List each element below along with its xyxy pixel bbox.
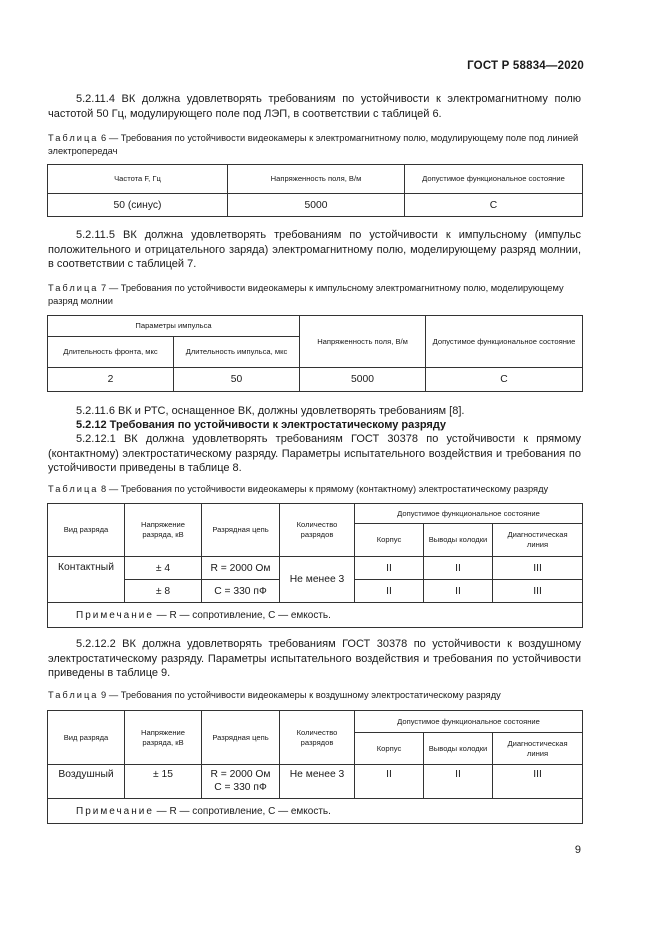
- table9-group-header: Допустимое функциональное состояние: [355, 711, 583, 733]
- table6-header-state: Допустимое функциональное состояние: [405, 165, 583, 194]
- table9-cell-voltage: ± 15: [125, 765, 202, 799]
- table8-header-body: Корпус: [355, 524, 424, 557]
- table8-header-voltage: Напряжение разряда, кВ: [125, 504, 202, 557]
- table9-header-count: Количество разрядов: [280, 711, 355, 765]
- paragraph-5-2-12-2: 5.2.12.2 ВК должна удовлетворять требованиям ГОСТ 30378 по устойчивости к воздушному электростатическому разряду. Параметры испытательного воздействия и требования по устойчивости приведены в таблице 9.: [48, 638, 581, 679]
- table-6: [47, 164, 583, 217]
- table6-caption: Таблица 6 — Требования по устойчивости видеокамеры к электромагнитному полю, модулирующему поле под линией электропередач: [48, 133, 579, 156]
- table7-header-front: Длительность фронта, мкс: [48, 337, 174, 368]
- table8-cell-diagnostic: III: [493, 557, 583, 580]
- table6-header-frequency: Частота F, Гц: [48, 165, 228, 194]
- table8-header-circuit: Разрядная цепь: [202, 504, 280, 557]
- table7-header-state: Допустимое функциональное состояние: [426, 316, 583, 368]
- paragraph-5-2-11-6: 5.2.11.6 ВК и РТС, оснащенное ВК, должны удовлетворять требованиям [8].: [76, 405, 465, 417]
- table8-cell-type: Контактный: [48, 557, 125, 603]
- table8-note: Примечание — R — сопротивление, C — емкость.: [48, 603, 583, 628]
- table9-cell-terminals: II: [424, 765, 493, 799]
- table8-cell-terminals: II: [424, 580, 493, 603]
- paragraph-5-2-11-5: 5.2.11.5 ВК должна удовлетворять требованиям по устойчивости к импульсному (импульс положительного и отрицательного заряда) электромагнитному полю, моделирующему разряд молнии, в соответствии с таблицей 7.: [48, 229, 581, 270]
- table8-group-header: Допустимое функциональное состояние: [355, 504, 583, 524]
- table7-header-field: Напряженность поля, В/м: [300, 316, 426, 368]
- table8-cell-voltage: ± 8: [125, 580, 202, 603]
- table9-header-circuit: Разрядная цепь: [202, 711, 280, 765]
- table8-header-type: Вид разряда: [48, 504, 125, 557]
- table7-cell-duration: 50: [174, 368, 300, 392]
- document-header: ГОСТ Р 58834—2020: [467, 60, 584, 72]
- table9-cell-circuit-c: C = 330 пФ: [214, 782, 267, 793]
- table8-header-count: Количество разрядов: [280, 504, 355, 557]
- table9-cell-body: II: [355, 765, 424, 799]
- table9-header-voltage: Напряжение разряда, кВ: [125, 711, 202, 765]
- table9-cell-type: Воздушный: [48, 765, 125, 799]
- table9-cell-circuit: [202, 765, 280, 799]
- table-9: [47, 710, 583, 824]
- table7-cell-field: 5000: [300, 368, 426, 392]
- table6-cell-frequency: 50 (синус): [48, 194, 228, 217]
- table7-cell-front: 2: [48, 368, 174, 392]
- paragraph-5-2-12-1: 5.2.12.1 ВК должна удовлетворять требованиям ГОСТ 30378 по устойчивости к прямому (контактному) электростатическому разряду. Параметры испытательного воздействия и требования по устойчивости приведены в таблице 8.: [48, 433, 581, 474]
- table8-cell-body: II: [355, 557, 424, 580]
- table9-header-terminals: Выводы колодки: [424, 733, 493, 765]
- paragraph-5-2-11-4: 5.2.11.4 ВК должна удовлетворять требованиям по устойчивости к электромагнитному полю частотой 50 Гц, модулирующего поле под ЛЭП, в соответствии с таблицей 6.: [48, 93, 581, 120]
- table7-group-header: Параметры импульса: [48, 316, 300, 337]
- table8-header-diagnostic: Диагностическая линия: [493, 524, 583, 557]
- table7-cell-state: C: [426, 368, 583, 392]
- table9-header-body: Корпус: [355, 733, 424, 765]
- table8-cell-circuit: C = 330 пФ: [202, 580, 280, 603]
- table9-cell-diagnostic: III: [493, 765, 583, 799]
- heading-5-2-12: 5.2.12 Требования по устойчивости к электростатическому разряду: [76, 419, 447, 431]
- table8-cell-voltage: ± 4: [125, 557, 202, 580]
- table7-caption: Таблица 7 — Требования по устойчивости видеокамеры к импульсному электромагнитному полю, моделирующему разряд молнии: [48, 283, 564, 306]
- table9-cell-circuit-r: R = 2000 Ом: [210, 769, 271, 780]
- table9-cell-count: Не менее 3: [280, 765, 355, 799]
- table8-cell-body: II: [355, 580, 424, 603]
- table9-note: Примечание — R — сопротивление, C — емкость.: [48, 799, 583, 824]
- table8-cell-count: Не менее 3: [280, 557, 355, 603]
- table6-cell-field: 5000: [228, 194, 405, 217]
- table-7: [47, 315, 583, 392]
- table8-cell-terminals: II: [424, 557, 493, 580]
- table6-cell-state: C: [405, 194, 583, 217]
- table9-header-diagnostic: Диагностическая линия: [493, 733, 583, 765]
- table-8: [47, 503, 583, 628]
- table7-header-duration: Длительность импульса, мкс: [174, 337, 300, 368]
- table9-header-type: Вид разряда: [48, 711, 125, 765]
- table8-caption: Таблица 8 — Требования по устойчивости видеокамеры к прямому (контактному) электростатическому разряду: [48, 484, 549, 494]
- table8-cell-circuit: R = 2000 Ом: [202, 557, 280, 580]
- page-number: 9: [574, 844, 581, 856]
- table8-header-terminals: Выводы колодки: [424, 524, 493, 557]
- table6-header-field: Напряженность поля, В/м: [228, 165, 405, 194]
- table9-caption: Таблица 9 — Требования по устойчивости видеокамеры к воздушному электростатическому разряду: [48, 690, 501, 700]
- table8-cell-diagnostic: III: [493, 580, 583, 603]
